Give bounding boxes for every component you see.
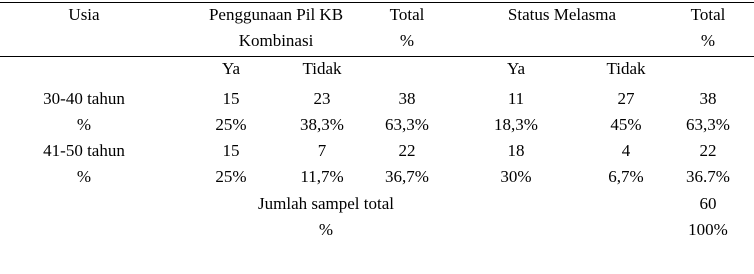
row3-mel-tidak: 4 [621, 141, 631, 160]
header-status-melasma: Status Melasma [507, 5, 617, 24]
row2-mel-ya: 18,3% [494, 115, 538, 134]
footer-sample-value: 60 [699, 194, 717, 213]
table-header-divider [0, 56, 754, 57]
row1-mel-tidak: 27 [617, 89, 635, 108]
row2-pil-tidak: 38,3% [300, 115, 344, 134]
row4-mel-ya: 30% [500, 167, 532, 186]
row3-pil-ya: 15 [222, 141, 240, 160]
header-total-1-percent: % [399, 31, 415, 50]
header-total-1: Total [389, 5, 425, 24]
row2-total-2: 63,3% [686, 115, 730, 134]
row3-mel-ya: 18 [507, 141, 525, 160]
row4-label: % [76, 167, 92, 186]
header-pil-kb-line1: Penggunaan Pil KB [208, 5, 344, 24]
subheader-pil-tidak: Tidak [302, 59, 342, 78]
row4-total-1: 36,7% [385, 167, 429, 186]
row1-pil-tidak: 23 [313, 89, 331, 108]
header-usia: Usia [68, 5, 100, 24]
header-total-2: Total [690, 5, 726, 24]
row2-label: % [76, 115, 92, 134]
footer-sample-label: Jumlah sampel total [258, 194, 394, 213]
subheader-pil-ya: Ya [221, 59, 241, 78]
row3-total-2: 22 [699, 141, 717, 160]
subheader-mel-tidak: Tidak [606, 59, 646, 78]
row3-pil-tidak: 7 [317, 141, 327, 160]
row1-total-1: 38 [398, 89, 416, 108]
row4-pil-ya: 25% [215, 167, 247, 186]
row1-mel-ya: 11 [507, 89, 525, 108]
row2-mel-tidak: 45% [610, 115, 642, 134]
row4-mel-tidak: 6,7% [608, 167, 644, 186]
row1-pil-ya: 15 [222, 89, 240, 108]
row2-pil-ya: 25% [215, 115, 247, 134]
row1-label: 30-40 tahun [43, 89, 125, 108]
header-total-2-percent: % [700, 31, 716, 50]
row4-pil-tidak: 11,7% [300, 167, 344, 186]
table-top-border [0, 2, 754, 3]
footer-percent-label: % [318, 220, 334, 239]
subheader-mel-ya: Ya [506, 59, 526, 78]
row3-total-1: 22 [398, 141, 416, 160]
row2-total-1: 63,3% [385, 115, 429, 134]
row4-total-2: 36.7% [686, 167, 730, 186]
footer-percent-value: 100% [688, 220, 728, 239]
header-pil-kb-line2: Kombinasi [238, 31, 314, 50]
row1-total-2: 38 [699, 89, 717, 108]
row3-label: 41-50 tahun [43, 141, 125, 160]
